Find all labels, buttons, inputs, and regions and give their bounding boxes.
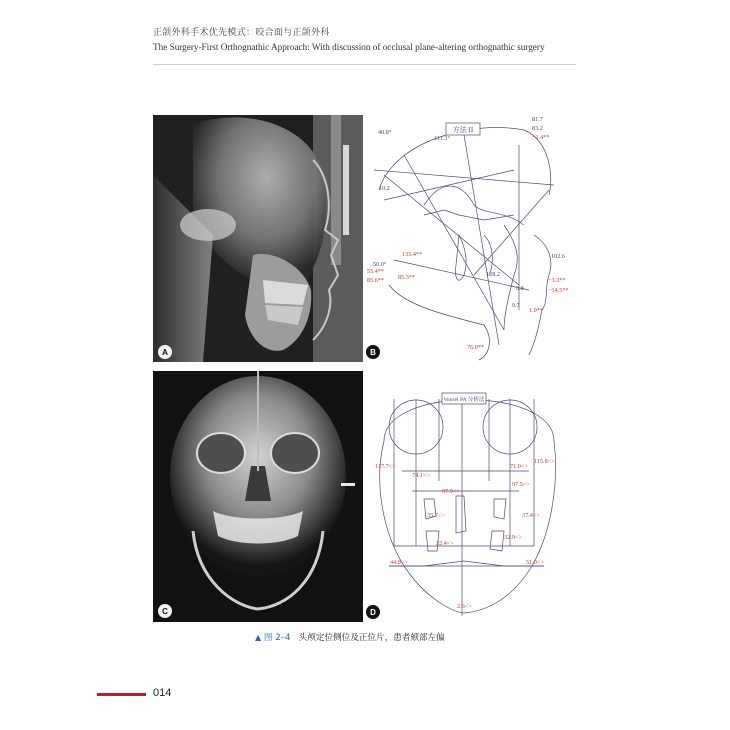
footer-accent-bar (97, 693, 146, 696)
measure-117-7: 117.7<> (375, 463, 396, 470)
measure-85-6: 85.6** (367, 277, 385, 284)
measure-51-0: 51.0<> (526, 559, 544, 566)
measure-1-0: 1.0** (529, 307, 543, 314)
measure-37-4: 37.4<> (522, 512, 540, 519)
panel-c-pa-xray (153, 371, 363, 622)
measure-76-0: 76.0** (467, 344, 485, 351)
method-box-title: 方法 II (452, 126, 474, 134)
figure-caption (255, 631, 445, 643)
measure-32-9: 32.9<> (504, 534, 522, 541)
vonsel-box-title: Vonsel PA 分析法 (443, 397, 485, 403)
measure-neg-3-3: −3.3** (548, 277, 566, 284)
measure-6-8: 6.8 (516, 285, 524, 292)
panel-label-a: A (158, 345, 172, 359)
measure-83-2: 83.2 (532, 125, 543, 132)
pa-tracing-diagram (364, 371, 577, 622)
measure-128-2: 128.2 (486, 271, 500, 278)
measure-102-6: 102.6 (551, 253, 565, 260)
pa-xray-image (153, 371, 363, 622)
measure-neg-14-5: −14.5** (548, 287, 569, 294)
figure-label: 图 2–4 (263, 633, 291, 643)
measure-9-7: 9.7 (512, 302, 520, 309)
running-header-chinese: 正颌外科手术优先模式：咬合面与正颌外科 (153, 28, 330, 38)
measure-74-1: 74.1<> (412, 472, 430, 479)
caption-triangle-icon: ▲ (255, 633, 262, 642)
measure-111-3: 111.3° (434, 135, 450, 142)
measure-40-8: 40.8° (378, 129, 392, 136)
panel-label-b: B (366, 345, 380, 359)
measure-44-8: 44.8<> (390, 559, 408, 566)
header-divider (153, 64, 576, 65)
measure-115-8: 115.8<> (534, 458, 555, 465)
measure-71-0: 71.0<> (510, 463, 528, 470)
measure-81-7: 81.7 (532, 116, 543, 123)
panel-label-d: D (366, 605, 380, 619)
panel-d-pa-tracing (364, 371, 577, 622)
measure-97-9: 97.9<> (442, 488, 460, 495)
caption-text: 头颅定位侧位及正位片，患者颏部左偏 (298, 633, 445, 643)
page-number: 014 (153, 687, 172, 699)
measure-32-4: 32.4<> (436, 540, 454, 547)
measure-97-5: 97.5<> (512, 481, 530, 488)
panel-b-lateral-tracing (364, 115, 577, 362)
measure-85-3: 85.3** (398, 274, 416, 281)
panel-label-c: C (158, 604, 172, 618)
measure-55-4: 55.4** (367, 268, 385, 275)
measure-10-2: 10.2 (379, 185, 390, 192)
panel-a-lateral-xray (153, 115, 363, 362)
running-header-english: The Surgery-First Orthognathic Approach: With discussion of occlusal plane-altering orthognathic surgery (153, 42, 545, 52)
measure-35-7: 35.7<> (427, 512, 445, 519)
lateral-tracing-diagram (364, 115, 577, 362)
measure-2-6: 2.6<> (457, 603, 472, 610)
measure-135-4: 135.4** (402, 251, 423, 258)
measure-50-0: 50.0° (373, 261, 387, 268)
measure-neg-1-4: −1.4** (532, 134, 550, 141)
lateral-xray-image (153, 115, 363, 362)
